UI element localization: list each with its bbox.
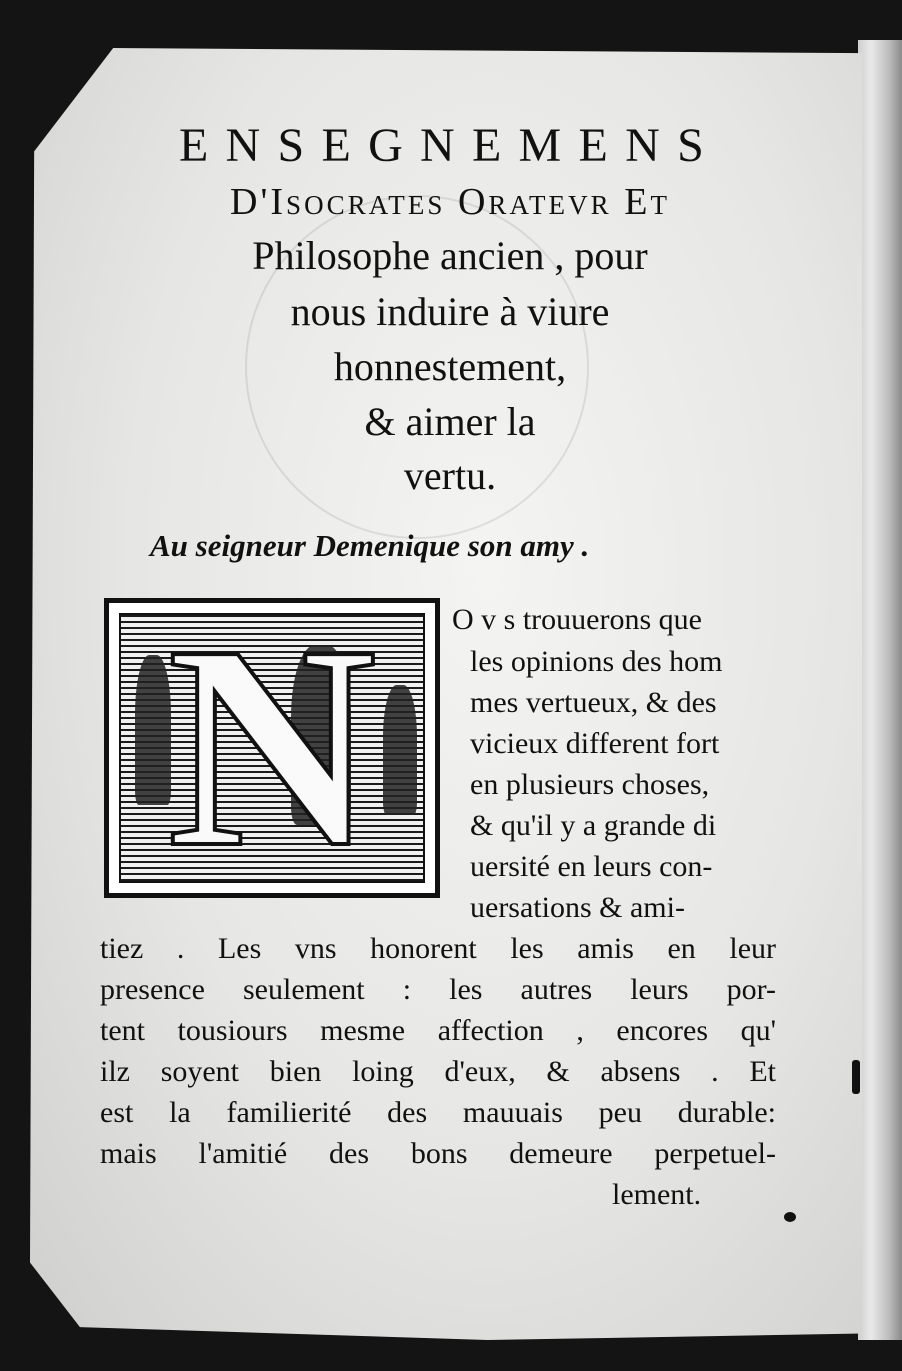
title-line-3: Philosophe ancien , pour bbox=[252, 233, 648, 278]
text-line: presence seulement : les autres leurs por- bbox=[100, 973, 776, 1006]
title-line-1: ENSEGNEMENS bbox=[178, 119, 722, 172]
title-line-7: vertu. bbox=[403, 453, 497, 498]
text-line: les opinions des hom bbox=[470, 645, 723, 678]
title-line-2: D'Isocrates Oratevr Et bbox=[229, 181, 671, 223]
text-line: uersations & ami- bbox=[470, 891, 685, 924]
dedication: Au seigneur Demenique son amy . bbox=[150, 528, 590, 563]
text-line: tent tousiours mesme affection , encores qu' bbox=[100, 1014, 776, 1047]
ink-blot bbox=[852, 1060, 860, 1094]
ink-blot bbox=[784, 1212, 796, 1222]
text-line: tiez . Les vns honorent les amis en leur bbox=[100, 932, 776, 965]
decorated-initial bbox=[104, 598, 440, 898]
text-line: & qu'il y a grande di bbox=[470, 809, 717, 842]
text-line: est la familierité des mauuais peu durable: bbox=[100, 1096, 776, 1129]
drop-cap-letter: N bbox=[167, 598, 377, 898]
text-line: ilz soyent bien loing d'eux, & absens . Et bbox=[100, 1055, 776, 1088]
text-line: en plusieurs choses, bbox=[470, 768, 710, 801]
text-line: uersité en leurs con- bbox=[470, 850, 713, 883]
text-line: vicieux different fort bbox=[470, 727, 720, 760]
title-line-6: & aimer la bbox=[364, 399, 536, 444]
title-line-4: nous induire à viure bbox=[290, 289, 610, 334]
text-line: mes vertueux, & des bbox=[470, 686, 717, 719]
text-line: lement. bbox=[612, 1178, 702, 1211]
page-edge bbox=[858, 40, 902, 1340]
title-line-5: honnestement, bbox=[333, 344, 567, 389]
text-line: O v s trouuerons que bbox=[452, 603, 702, 636]
text-line: mais l'amitié des bons demeure perpetuel- bbox=[100, 1137, 776, 1170]
